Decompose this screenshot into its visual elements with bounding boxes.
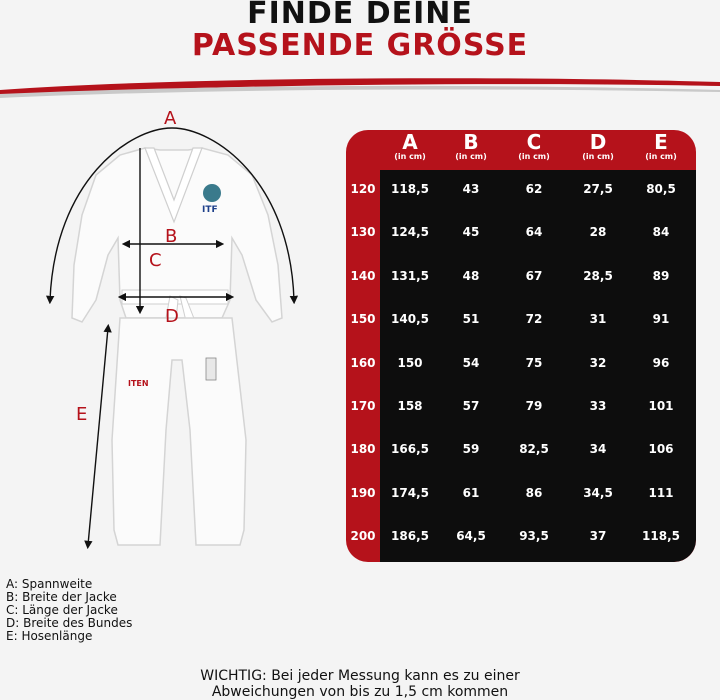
table-cell: 62 [525, 182, 543, 196]
table-cell: 57 [462, 399, 480, 413]
table-cell: 93,5 [519, 529, 549, 544]
note-line-2: Abweichungen von bis zu 1,5 cm kommen [211, 684, 509, 700]
table-cell: 80,5 [646, 182, 676, 196]
table-cell: 64,5 [456, 529, 486, 544]
marker-a: A [164, 108, 177, 129]
table-cell: 54 [462, 355, 480, 370]
legend-item: A: Spannweite [6, 577, 93, 591]
table-cell: 158 [397, 399, 423, 413]
table-cell: 174,5 [391, 485, 429, 500]
table-cell: 31 [589, 312, 607, 327]
table-cell: 72 [525, 312, 543, 327]
column-unit: (in cm) [645, 152, 677, 161]
important-note [0, 668, 720, 700]
row-size-label: 140 [350, 268, 376, 283]
table-cell: 86 [525, 485, 543, 500]
table-cell: 96 [652, 355, 670, 370]
marker-e: E [76, 404, 88, 425]
legend-item: D: Breite des Bundes [6, 616, 133, 630]
measurement-legend [6, 578, 132, 643]
table-cell: 34,5 [583, 485, 613, 500]
table-cell: 33 [589, 399, 607, 413]
column-letter: E [654, 130, 668, 154]
table-cell: 106 [648, 442, 674, 457]
brand-text: ITEN [128, 379, 149, 388]
table-cell: 37 [589, 529, 607, 544]
legend-item: C: Länge der Jacke [6, 603, 118, 617]
table-cell: 140,5 [391, 312, 429, 327]
column-letter: D [589, 130, 607, 154]
table-cell: 32 [589, 355, 607, 370]
table-cell: 124,5 [391, 225, 429, 240]
legend-item: E: Hosenlänge [6, 629, 93, 643]
table-cell: 91 [652, 312, 670, 327]
table-cell: 59 [462, 442, 480, 457]
column-letter: B [463, 130, 479, 154]
table-cell: 45 [462, 225, 480, 240]
table-cell: 61 [462, 485, 480, 500]
table-cell: 75 [525, 355, 543, 370]
table-cell: 79 [525, 399, 543, 413]
table-cell: 118,5 [391, 182, 429, 196]
column-unit: (in cm) [394, 152, 426, 161]
column-letter: C [526, 130, 542, 154]
table-cell: 111 [648, 485, 674, 500]
column-unit: (in cm) [582, 152, 614, 161]
column-unit: (in cm) [455, 152, 487, 161]
table-cell: 64 [525, 225, 543, 240]
patch-text: ITF [202, 205, 218, 215]
table-cell: 166,5 [391, 442, 429, 457]
size-table [346, 130, 696, 562]
table-cell: 27,5 [583, 182, 613, 196]
table-cell: 67 [525, 268, 543, 283]
row-size-label: 160 [350, 355, 376, 370]
table-cell: 101 [648, 399, 674, 413]
table-cell: 28 [589, 225, 607, 240]
table-cell: 82,5 [519, 442, 549, 457]
heading-line-1: FINDE DEINE [247, 0, 473, 31]
table-cell: 118,5 [642, 529, 680, 544]
marker-c: C [149, 250, 162, 271]
row-size-label: 180 [350, 442, 376, 457]
table-cell: 131,5 [391, 268, 429, 283]
row-size-label: 170 [350, 399, 376, 413]
table-cell: 150 [397, 355, 423, 370]
row-size-label: 120 [350, 182, 376, 196]
column-letter: A [402, 130, 418, 154]
row-size-label: 190 [350, 485, 376, 500]
row-size-label: 130 [350, 225, 376, 240]
column-header-d [568, 132, 628, 162]
row-size-label: 150 [350, 312, 376, 327]
column-unit: (in cm) [518, 152, 550, 161]
legend-item: B: Breite der Jacke [6, 590, 117, 604]
column-header-b [441, 132, 501, 162]
table-cell: 34 [589, 442, 607, 457]
column-header-c [504, 132, 564, 162]
column-header-a [380, 132, 440, 162]
column-header-e [631, 132, 691, 162]
table-cell: 51 [462, 312, 480, 327]
table-cell: 43 [462, 182, 480, 196]
dobok-illustration [0, 100, 340, 560]
heading-line-2: PASSENDE GRÖSSE [191, 28, 529, 63]
note-line-1: WICHTIG: Bei jeder Messung kann es zu einer [200, 668, 520, 684]
table-cell: 48 [462, 268, 480, 283]
marker-b: B [165, 226, 178, 247]
red-swoosh-divider [0, 72, 720, 100]
table-cell: 28,5 [583, 268, 613, 283]
table-cell: 84 [652, 225, 670, 240]
table-cell: 186,5 [391, 529, 429, 544]
marker-d: D [165, 306, 179, 327]
table-cell: 89 [652, 268, 670, 283]
row-size-label: 200 [350, 529, 376, 544]
